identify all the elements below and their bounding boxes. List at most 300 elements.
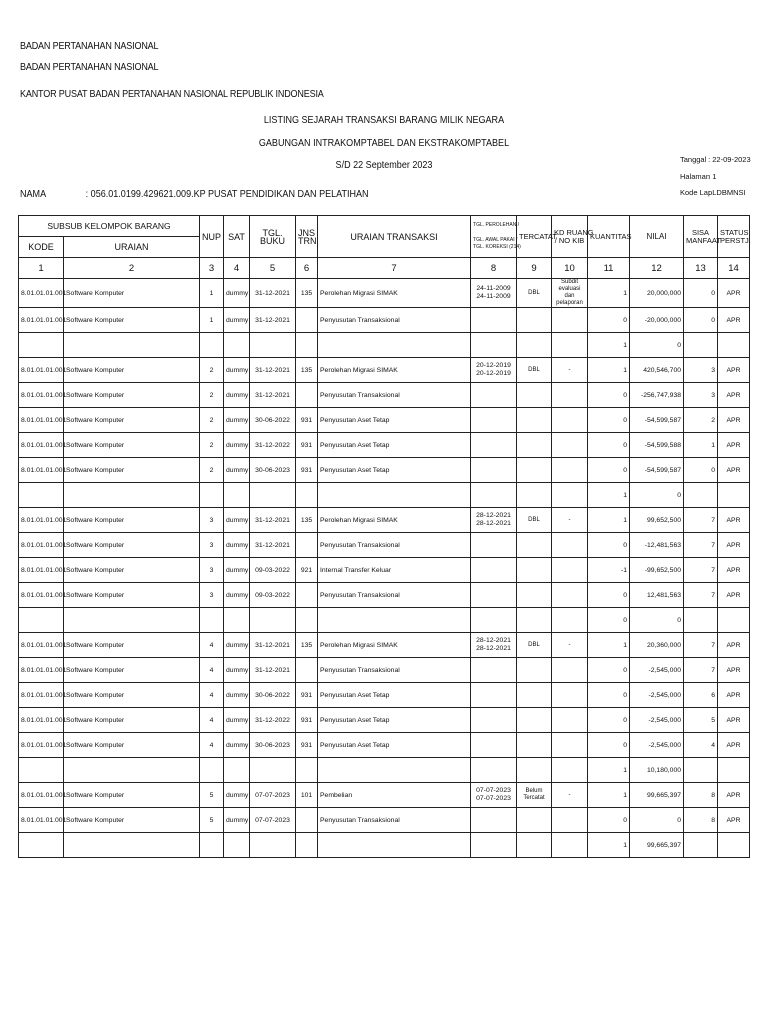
nama-label: NAMA bbox=[20, 188, 47, 200]
tgl-perolehan: 24-11-2009 bbox=[476, 285, 511, 292]
tgl-awal-pakai: 07-07-2023 bbox=[476, 795, 511, 802]
cell-jns-trn bbox=[296, 583, 318, 608]
cell-status: APR bbox=[718, 433, 750, 458]
subtotal-row bbox=[19, 758, 750, 783]
empty-cell bbox=[64, 758, 200, 783]
empty-cell bbox=[552, 333, 588, 358]
empty-cell bbox=[19, 333, 64, 358]
subtotal-nilai: 0 bbox=[630, 483, 684, 508]
empty-cell bbox=[296, 758, 318, 783]
empty-cell bbox=[19, 833, 64, 858]
cell-kode: 8.01.01.01.001 bbox=[19, 783, 64, 808]
table-row bbox=[19, 458, 750, 483]
cell-tgl-buku: 30-06-2023 bbox=[250, 458, 296, 483]
table-row bbox=[19, 508, 750, 533]
cell-kode: 8.01.01.01.001 bbox=[19, 558, 64, 583]
cell-tgl-buku: 09-03-2022 bbox=[250, 558, 296, 583]
col-kd-ruang: KD RUANG / NO KIB bbox=[552, 216, 588, 258]
cell-jns-trn bbox=[296, 808, 318, 833]
cell-nilai: 12,481,563 bbox=[630, 583, 684, 608]
empty-cell bbox=[224, 483, 250, 508]
col-number: 11 bbox=[588, 258, 630, 279]
cell-tgl-perolehan bbox=[471, 708, 517, 733]
column-number-row bbox=[19, 258, 750, 279]
cell-nup: 2 bbox=[200, 433, 224, 458]
col-nup: NUP bbox=[200, 216, 224, 258]
meta-tanggal-value: : 22-09-2023 bbox=[708, 155, 751, 164]
col-number: 10 bbox=[552, 258, 588, 279]
cell-uraian: Software Komputer bbox=[64, 358, 200, 383]
cell-sat: dummy bbox=[224, 358, 250, 383]
cell-nilai: 20,360,000 bbox=[630, 633, 684, 658]
subtotal-kuantitas: 1 bbox=[588, 758, 630, 783]
cell-status: APR bbox=[718, 408, 750, 433]
cell-sat: dummy bbox=[224, 308, 250, 333]
subtotal-nilai: 0 bbox=[630, 333, 684, 358]
cell-nup: 2 bbox=[200, 458, 224, 483]
cell-tgl-perolehan bbox=[471, 658, 517, 683]
cell-kd-ruang bbox=[552, 433, 588, 458]
cell-kuantitas: 0 bbox=[588, 683, 630, 708]
table-row bbox=[19, 583, 750, 608]
empty-cell bbox=[471, 758, 517, 783]
subtotal-row bbox=[19, 833, 750, 858]
cell-uraian-transaksi: Perolehan Migrasi SIMAK bbox=[318, 358, 471, 383]
cell-kuantitas: 0 bbox=[588, 708, 630, 733]
cell-tgl-perolehan bbox=[471, 279, 517, 308]
empty-cell bbox=[517, 833, 552, 858]
cell-tgl-perolehan bbox=[471, 783, 517, 808]
empty-cell bbox=[224, 758, 250, 783]
empty-cell bbox=[296, 833, 318, 858]
cell-tgl-perolehan bbox=[471, 683, 517, 708]
tgl-awal-pakai: 28-12-2021 bbox=[476, 645, 511, 652]
office-name: KANTOR PUSAT BADAN PERTANAHAN NASIONAL REPUBLIK INDONESIA bbox=[20, 88, 324, 100]
cell-tgl-buku: 31-12-2021 bbox=[250, 633, 296, 658]
empty-cell bbox=[471, 333, 517, 358]
empty-cell bbox=[200, 833, 224, 858]
empty-cell bbox=[200, 608, 224, 633]
cell-kode: 8.01.01.01.001 bbox=[19, 733, 64, 758]
cell-jns-trn: 135 bbox=[296, 358, 318, 383]
cell-kd-ruang bbox=[552, 408, 588, 433]
cell-tgl-perolehan bbox=[471, 733, 517, 758]
empty-cell bbox=[296, 483, 318, 508]
table-row bbox=[19, 533, 750, 558]
cell-nup: 3 bbox=[200, 583, 224, 608]
empty-cell bbox=[684, 333, 718, 358]
col-number: 2 bbox=[64, 258, 200, 279]
cell-uraian: Software Komputer bbox=[64, 633, 200, 658]
cell-kd-ruang bbox=[552, 733, 588, 758]
empty-cell bbox=[296, 333, 318, 358]
cell-tgl-buku: 30-06-2022 bbox=[250, 408, 296, 433]
col-number: 3 bbox=[200, 258, 224, 279]
empty-cell bbox=[64, 483, 200, 508]
empty-cell bbox=[318, 608, 471, 633]
cell-nup: 3 bbox=[200, 558, 224, 583]
meta-halaman bbox=[680, 172, 716, 181]
cell-tgl-perolehan bbox=[471, 633, 517, 658]
col-nilai: NILAI bbox=[630, 216, 684, 258]
cell-uraian: Software Komputer bbox=[64, 433, 200, 458]
cell-kuantitas: 1 bbox=[588, 508, 630, 533]
subtotal-nilai: 99,665,397 bbox=[630, 833, 684, 858]
cell-uraian-transaksi: Internal Transfer Keluar bbox=[318, 558, 471, 583]
col-sisa-manfaat: SISA MANFAAT bbox=[684, 216, 718, 258]
cell-kd-ruang bbox=[552, 658, 588, 683]
cell-uraian-transaksi: Penyusutan Aset Tetap bbox=[318, 683, 471, 708]
cell-kuantitas: 0 bbox=[588, 808, 630, 833]
cell-nilai: -2,545,000 bbox=[630, 658, 684, 683]
empty-cell bbox=[552, 608, 588, 633]
cell-kode: 8.01.01.01.001 bbox=[19, 583, 64, 608]
cell-kd-ruang bbox=[552, 308, 588, 333]
cell-nilai: 420,546,700 bbox=[630, 358, 684, 383]
cell-kuantitas: -1 bbox=[588, 558, 630, 583]
cell-status: APR bbox=[718, 708, 750, 733]
cell-kd-ruang bbox=[552, 533, 588, 558]
cell-tgl-perolehan bbox=[471, 308, 517, 333]
cell-nup: 2 bbox=[200, 358, 224, 383]
subtotal-nilai: 10,180,000 bbox=[630, 758, 684, 783]
cell-status: APR bbox=[718, 633, 750, 658]
org-name-2: BADAN PERTANAHAN NASIONAL bbox=[20, 61, 159, 73]
col-sat: SAT bbox=[224, 216, 250, 258]
report-title: LISTING SEJARAH TRANSAKSI BARANG MILIK NEGARA bbox=[263, 114, 505, 126]
tgl-perolehan: 28-12-2021 bbox=[476, 512, 511, 519]
cell-uraian: Software Komputer bbox=[64, 558, 200, 583]
col-kode: KODE bbox=[19, 237, 64, 258]
cell-tercatat: Belum Tercatat bbox=[517, 783, 552, 808]
cell-jns-trn: 931 bbox=[296, 733, 318, 758]
empty-cell bbox=[517, 608, 552, 633]
cell-jns-trn: 135 bbox=[296, 279, 318, 308]
cell-sat: dummy bbox=[224, 279, 250, 308]
cell-sisa-manfaat: 1 bbox=[684, 433, 718, 458]
table-row bbox=[19, 383, 750, 408]
cell-uraian-transaksi: Pembelian bbox=[318, 783, 471, 808]
cell-kuantitas: 1 bbox=[588, 633, 630, 658]
cell-uraian-transaksi: Penyusutan Transaksional bbox=[318, 383, 471, 408]
meta-halaman-value: : 1 bbox=[708, 172, 717, 181]
empty-cell bbox=[200, 333, 224, 358]
cell-sisa-manfaat: 7 bbox=[684, 558, 718, 583]
cell-sisa-manfaat: 0 bbox=[684, 458, 718, 483]
empty-cell bbox=[296, 608, 318, 633]
cell-status: APR bbox=[718, 658, 750, 683]
empty-cell bbox=[517, 758, 552, 783]
cell-kuantitas: 0 bbox=[588, 383, 630, 408]
cell-tgl-perolehan bbox=[471, 583, 517, 608]
cell-kd-ruang: - bbox=[552, 358, 588, 383]
cell-tercatat bbox=[517, 558, 552, 583]
empty-cell bbox=[64, 833, 200, 858]
col-number: 1 bbox=[19, 258, 64, 279]
cell-sisa-manfaat: 7 bbox=[684, 633, 718, 658]
transaction-table bbox=[18, 215, 750, 858]
cell-jns-trn: 135 bbox=[296, 508, 318, 533]
meta-tanggal-label: Tanggal bbox=[680, 155, 707, 164]
cell-kode: 8.01.01.01.001 bbox=[19, 658, 64, 683]
cell-kode: 8.01.01.01.001 bbox=[19, 308, 64, 333]
cell-status: APR bbox=[718, 308, 750, 333]
cell-sat: dummy bbox=[224, 458, 250, 483]
cell-tercatat bbox=[517, 433, 552, 458]
empty-cell bbox=[684, 608, 718, 633]
cell-uraian-transaksi: Penyusutan Transaksional bbox=[318, 533, 471, 558]
cell-uraian: Software Komputer bbox=[64, 708, 200, 733]
cell-uraian-transaksi: Penyusutan Transaksional bbox=[318, 308, 471, 333]
empty-cell bbox=[19, 483, 64, 508]
cell-tgl-buku: 09-03-2022 bbox=[250, 583, 296, 608]
cell-sisa-manfaat: 4 bbox=[684, 733, 718, 758]
subtotal-kuantitas: 1 bbox=[588, 333, 630, 358]
empty-cell bbox=[552, 483, 588, 508]
cell-tercatat: DBL bbox=[517, 508, 552, 533]
cell-sat: dummy bbox=[224, 508, 250, 533]
cell-tercatat: DBL bbox=[517, 279, 552, 308]
cell-tercatat bbox=[517, 808, 552, 833]
empty-cell bbox=[250, 483, 296, 508]
cell-tercatat bbox=[517, 533, 552, 558]
cell-kuantitas: 0 bbox=[588, 533, 630, 558]
col-kuantitas: KUANTITAS bbox=[588, 216, 630, 258]
empty-cell bbox=[718, 833, 750, 858]
cell-kode: 8.01.01.01.001 bbox=[19, 383, 64, 408]
col-number: 8 bbox=[471, 258, 517, 279]
col-subsub: SUBSUB KELOMPOK BARANG bbox=[19, 216, 200, 237]
cell-status: APR bbox=[718, 533, 750, 558]
cell-kd-ruang bbox=[552, 558, 588, 583]
col-uraian: URAIAN bbox=[64, 237, 200, 258]
cell-sat: dummy bbox=[224, 683, 250, 708]
cell-status: APR bbox=[718, 383, 750, 408]
cell-kd-ruang bbox=[552, 583, 588, 608]
cell-tercatat bbox=[517, 708, 552, 733]
cell-sat: dummy bbox=[224, 733, 250, 758]
cell-status: APR bbox=[718, 683, 750, 708]
table-row bbox=[19, 808, 750, 833]
table-row bbox=[19, 733, 750, 758]
cell-tgl-perolehan bbox=[471, 408, 517, 433]
cell-tgl-buku: 30-06-2023 bbox=[250, 733, 296, 758]
col-tgl-buku: TGL. BUKU bbox=[250, 216, 296, 258]
cell-tercatat: DBL bbox=[517, 633, 552, 658]
cell-tercatat bbox=[517, 383, 552, 408]
cell-kd-ruang bbox=[552, 383, 588, 408]
subtotal-kuantitas: 0 bbox=[588, 608, 630, 633]
col-status-perstj: STATUS PERSTJ. bbox=[718, 216, 750, 258]
empty-cell bbox=[471, 833, 517, 858]
table-row bbox=[19, 683, 750, 708]
cell-status: APR bbox=[718, 733, 750, 758]
col-number: 12 bbox=[630, 258, 684, 279]
cell-nilai: -54,599,588 bbox=[630, 433, 684, 458]
cell-jns-trn: 101 bbox=[296, 783, 318, 808]
cell-jns-trn: 931 bbox=[296, 458, 318, 483]
meta-halaman-label: Halaman bbox=[680, 172, 711, 181]
cell-uraian-transaksi: Perolehan Migrasi SIMAK bbox=[318, 633, 471, 658]
cell-kuantitas: 0 bbox=[588, 433, 630, 458]
cell-uraian: Software Komputer bbox=[64, 783, 200, 808]
empty-cell bbox=[552, 758, 588, 783]
empty-cell bbox=[224, 833, 250, 858]
cell-uraian-transaksi: Perolehan Migrasi SIMAK bbox=[318, 279, 471, 308]
empty-cell bbox=[684, 483, 718, 508]
cell-tercatat bbox=[517, 658, 552, 683]
cell-uraian-transaksi: Penyusutan Aset Tetap bbox=[318, 458, 471, 483]
empty-cell bbox=[471, 483, 517, 508]
subtotal-row bbox=[19, 483, 750, 508]
cell-nilai: 99,665,397 bbox=[630, 783, 684, 808]
org-name-1: BADAN PERTANAHAN NASIONAL bbox=[20, 40, 159, 52]
cell-jns-trn: 931 bbox=[296, 683, 318, 708]
empty-cell bbox=[250, 758, 296, 783]
cell-sat: dummy bbox=[224, 433, 250, 458]
cell-kode: 8.01.01.01.001 bbox=[19, 533, 64, 558]
cell-sisa-manfaat: 8 bbox=[684, 808, 718, 833]
cell-kode: 8.01.01.01.001 bbox=[19, 279, 64, 308]
table-row bbox=[19, 279, 750, 308]
cell-kuantitas: 0 bbox=[588, 658, 630, 683]
empty-cell bbox=[318, 483, 471, 508]
empty-cell bbox=[718, 758, 750, 783]
cell-kd-ruang bbox=[552, 683, 588, 708]
cell-tercatat bbox=[517, 308, 552, 333]
tgl-awal-pakai: 24-11-2009 bbox=[476, 293, 511, 300]
empty-cell bbox=[517, 483, 552, 508]
cell-nup: 4 bbox=[200, 633, 224, 658]
cell-sat: dummy bbox=[224, 808, 250, 833]
col-number: 4 bbox=[224, 258, 250, 279]
cell-tercatat bbox=[517, 733, 552, 758]
cell-nilai: -2,545,000 bbox=[630, 733, 684, 758]
tgl-perolehan: 20-12-2019 bbox=[476, 362, 511, 369]
cell-kode: 8.01.01.01.001 bbox=[19, 358, 64, 383]
cell-tgl-buku: 31-12-2021 bbox=[250, 308, 296, 333]
col-number: 9 bbox=[517, 258, 552, 279]
cell-tgl-perolehan bbox=[471, 508, 517, 533]
table-row bbox=[19, 783, 750, 808]
cell-sisa-manfaat: 3 bbox=[684, 383, 718, 408]
cell-sisa-manfaat: 0 bbox=[684, 279, 718, 308]
cell-uraian: Software Komputer bbox=[64, 508, 200, 533]
empty-cell bbox=[718, 483, 750, 508]
cell-kode: 8.01.01.01.001 bbox=[19, 683, 64, 708]
cell-kd-ruang bbox=[552, 708, 588, 733]
col-number: 14 bbox=[718, 258, 750, 279]
cell-nilai: -20,000,000 bbox=[630, 308, 684, 333]
cell-jns-trn: 135 bbox=[296, 633, 318, 658]
empty-cell bbox=[224, 333, 250, 358]
cell-kode: 8.01.01.01.001 bbox=[19, 633, 64, 658]
cell-nup: 3 bbox=[200, 508, 224, 533]
cell-kode: 8.01.01.01.001 bbox=[19, 458, 64, 483]
tgl-awal-pakai: 20-12-2019 bbox=[476, 370, 511, 377]
cell-jns-trn bbox=[296, 308, 318, 333]
meta-kode-lap bbox=[680, 188, 746, 197]
cell-tgl-perolehan bbox=[471, 358, 517, 383]
cell-kode: 8.01.01.01.001 bbox=[19, 508, 64, 533]
table-row bbox=[19, 558, 750, 583]
cell-tgl-buku: 31-12-2022 bbox=[250, 433, 296, 458]
empty-cell bbox=[250, 333, 296, 358]
nama-value: : 056.01.0199.429621.009.KP PUSAT PENDIDIKAN DAN PELATIHAN bbox=[85, 188, 369, 200]
cell-nilai: 0 bbox=[630, 808, 684, 833]
cell-sisa-manfaat: 7 bbox=[684, 583, 718, 608]
table-row bbox=[19, 433, 750, 458]
cell-sisa-manfaat: 7 bbox=[684, 658, 718, 683]
empty-cell bbox=[250, 833, 296, 858]
cell-kode: 8.01.01.01.001 bbox=[19, 433, 64, 458]
cell-nup: 1 bbox=[200, 308, 224, 333]
empty-cell bbox=[471, 608, 517, 633]
cell-status: APR bbox=[718, 358, 750, 383]
cell-tgl-buku: 31-12-2021 bbox=[250, 508, 296, 533]
empty-cell bbox=[200, 758, 224, 783]
cell-uraian: Software Komputer bbox=[64, 279, 200, 308]
cell-nup: 4 bbox=[200, 658, 224, 683]
cell-tgl-perolehan bbox=[471, 533, 517, 558]
cell-jns-trn: 931 bbox=[296, 408, 318, 433]
meta-kode-label: Kode Lap bbox=[680, 188, 713, 197]
report-period: S/D 22 September 2023 bbox=[335, 159, 433, 171]
cell-nilai: 99,652,500 bbox=[630, 508, 684, 533]
cell-sisa-manfaat: 3 bbox=[684, 358, 718, 383]
cell-sisa-manfaat: 0 bbox=[684, 308, 718, 333]
cell-nilai: -54,599,587 bbox=[630, 408, 684, 433]
table-row bbox=[19, 658, 750, 683]
cell-kd-ruang: Subdit evaluasi dan pelaporan bbox=[552, 279, 588, 308]
cell-kode: 8.01.01.01.001 bbox=[19, 708, 64, 733]
cell-status: APR bbox=[718, 558, 750, 583]
cell-uraian: Software Komputer bbox=[64, 583, 200, 608]
nama-line bbox=[20, 188, 369, 200]
cell-nilai: -12,481,563 bbox=[630, 533, 684, 558]
empty-cell bbox=[64, 333, 200, 358]
empty-cell bbox=[200, 483, 224, 508]
cell-sisa-manfaat: 7 bbox=[684, 508, 718, 533]
cell-sat: dummy bbox=[224, 583, 250, 608]
empty-cell bbox=[19, 758, 64, 783]
subtotal-row bbox=[19, 608, 750, 633]
cell-uraian-transaksi: Penyusutan Transaksional bbox=[318, 658, 471, 683]
empty-cell bbox=[552, 833, 588, 858]
subtotal-nilai: 0 bbox=[630, 608, 684, 633]
cell-sisa-manfaat: 5 bbox=[684, 708, 718, 733]
cell-tgl-buku: 31-12-2021 bbox=[250, 533, 296, 558]
empty-cell bbox=[318, 333, 471, 358]
cell-nup: 2 bbox=[200, 408, 224, 433]
cell-tgl-buku: 31-12-2021 bbox=[250, 658, 296, 683]
cell-jns-trn bbox=[296, 658, 318, 683]
empty-cell bbox=[64, 608, 200, 633]
cell-sisa-manfaat: 6 bbox=[684, 683, 718, 708]
cell-nup: 3 bbox=[200, 533, 224, 558]
cell-nilai: -54,599,587 bbox=[630, 458, 684, 483]
subtotal-kuantitas: 1 bbox=[588, 833, 630, 858]
cell-nilai: -99,652,500 bbox=[630, 558, 684, 583]
cell-nup: 2 bbox=[200, 383, 224, 408]
col-tgl-perolehan: TGL. PEROLEHAN / TGL. AWAL PAKAI / TGL. KOREKSI (214) bbox=[471, 216, 517, 258]
cell-jns-trn: 921 bbox=[296, 558, 318, 583]
empty-cell bbox=[224, 608, 250, 633]
empty-cell bbox=[250, 608, 296, 633]
cell-nilai: -256,747,938 bbox=[630, 383, 684, 408]
cell-tercatat bbox=[517, 408, 552, 433]
cell-nilai: 20,000,000 bbox=[630, 279, 684, 308]
